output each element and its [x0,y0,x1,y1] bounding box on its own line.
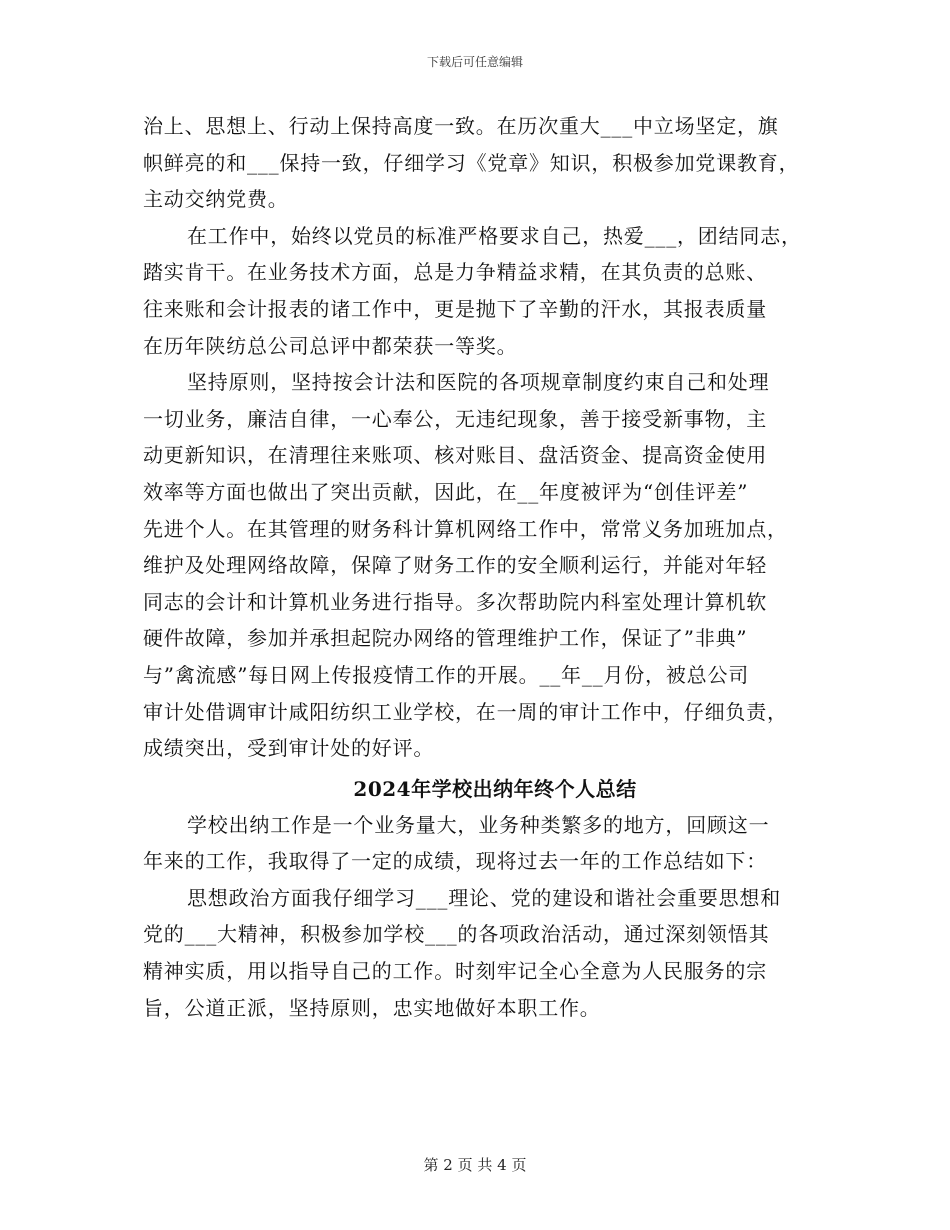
paragraph-line: 治上、思想上、行动上保持高度一致。在历次重大___中立场坚定，旗 [143,114,779,138]
paragraph-line: 成绩突出，受到审计处的好评。 [143,736,435,761]
paragraph-line: 动更新知识，在清理往来账项、核对账目、盘活资金、提高资金使用 [143,443,767,468]
paragraph-line: 年来的工作，我取得了一定的成绩，现将过去一年的工作总结如下： [143,849,767,874]
paragraph-line: 学校出纳工作是一个业务量大，业务种类繁多的地方，回顾这一 [187,812,770,837]
page-header-note: 下载后可任意编辑 [426,55,523,69]
paragraph-line: 一切业务，廉洁自律，一心奉公，无违纪现象，善于接受新事物，主 [143,406,767,431]
paragraph-line: 精神实质，用以指导自己的工作。时刻牢记全心全意为人民服务的宗 [143,959,767,984]
paragraph-line: 党的___大精神，积极参加学校___的各项政治活动，通过深刻领悟其 [143,922,770,947]
paragraph-line: 旨，公道正派，坚持原则，忠实地做好本职工作。 [143,995,601,1020]
document-body [143,108,823,1026]
paragraphs-after-title [143,807,823,1027]
section-title: 2024年学校出纳年终个人总结 [353,776,637,801]
paragraph-line: 往来账和会计报表的诸工作中，更是抛下了辛勤的汗水，其报表质量 [143,296,767,321]
paragraph-line: 在历年陕纺总公司总评中都荣获一等奖。 [143,333,518,358]
page-number-footer: 第 2 页 共 4 页 [423,1156,527,1174]
paragraph-line: 主动交纳党费。 [143,187,289,212]
paragraph-line: 效率等方面也做出了突出贡献，因此，在__年度被评为“创佳评差” [143,479,749,504]
paragraph-line: 硬件故障，参加并承担起院办网络的管理维护工作，保证了”非典” [143,626,748,651]
paragraph-line: 思想政治方面我仔细学习___理论、党的建设和谐社会重要思想和 [187,885,781,910]
paragraph-line: 在工作中，始终以党员的标准严格要求自己，热爱___，团结同志， [187,223,802,248]
paragraph-line: 维护及处理网络故障，保障了财务工作的安全顺利运行，并能对年轻 [143,553,767,578]
paragraph-line: 帜鲜亮的和___保持一致，仔细学习《党章》知识，积极参加党课教育， [143,150,800,175]
paragraph-line: 踏实肯干。在业务技术方面，总是力争精益求精，在其负责的总账、 [143,260,767,285]
paragraph-line: 与”禽流感”每日网上传报疫情工作的开展。__年__月份，被总公司 [143,662,750,687]
paragraph-line: 坚持原则，坚持按会计法和医院的各项规章制度约束自己和处理 [187,370,770,395]
paragraph-line: 同志的会计和计算机业务进行指导。多次帮助院内科室处理计算机软 [143,589,767,614]
paragraph-line: 审计处借调审计咸阳纺织工业学校，在一周的审计工作中，仔细负责， [143,699,788,724]
paragraph-line: 先进个人。在其管理的财务科计算机网络工作中，常常义务加班加点， [143,516,788,541]
paragraphs-before-title [143,108,823,767]
